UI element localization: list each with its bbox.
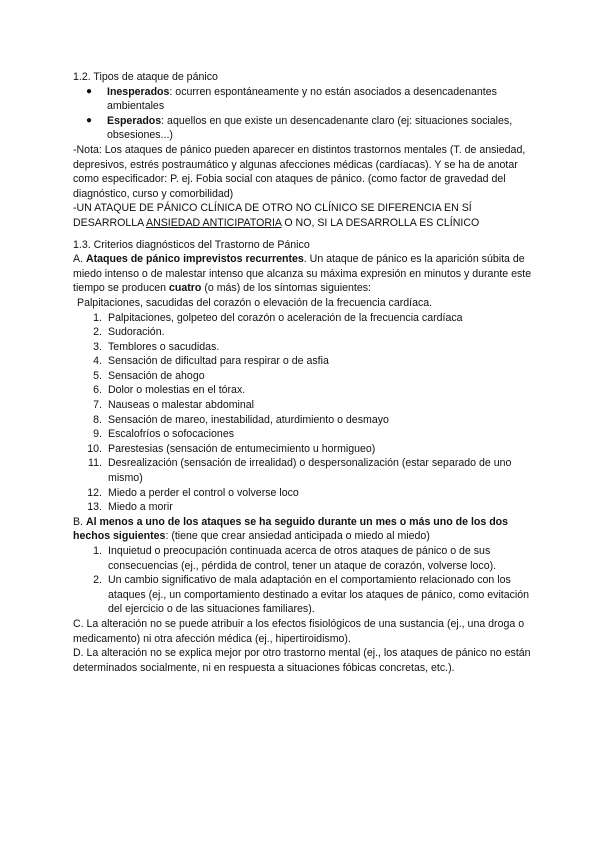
list-item: 2. Un cambio significativo de mala adaptación en el comportamiento relacionado con los ataques (ej., un comportamiento destinado a evitar los ataques de pánico, como evitación del ejercicio o de las situaciones familiares). [93,574,530,616]
caps-statement: -UN ATAQUE DE PÁNICO CLÍNICA DE OTRO NO CLÍNICO SE DIFERENCIA EN SÍ DESARROLLA ANSIEDAD ANTICIPATORIA O NO, SI LA DESARROLLA ES CLÍNICO [73,202,480,229]
list-item: 5. Sensación de ahogo [93,369,205,382]
criterion-a-line: Palpitaciones, sacudidas del corazón o elevación de la frecuencia cardíaca. [77,296,433,309]
list-item: 1. Inquietud o preocupación continuada acerca de otros ataques de pánico o de sus consecuencias (ej., pérdida de control, tener un ataque de corazón, volverse loco). [93,545,497,572]
list-item: ● Inesperados: ocurren espontáneamente y no están asociados a desencadenantes ambientales [86,85,497,113]
list-item: 9. Escalofríos o sofocaciones [93,428,235,441]
list-item: 13. Miedo a morir [87,501,173,514]
list-item: 3. Temblores o sacudidas. [93,340,220,353]
criterion-b: B. Al menos a uno de los ataques se ha seguido durante un mes o más uno de los dos hechos siguientes: (tiene que crear ansiedad anticipada o miedo al miedo) [73,515,509,543]
criterion-a: A. Ataques de pánico imprevistos recurrentes. Un ataque de pánico es la aparición súbita de miedo intenso o de malestar intenso que alcanza su máxima expresión en minutos y durante este tiempo se producen cuatro (o más) de los síntomas siguientes: [73,253,532,295]
bullet-icon: ● [86,85,93,97]
list-item: 4. Sensación de dificultad para respirar o de asfia [93,355,329,368]
symptoms-list [73,311,535,515]
bullet-icon: ● [86,114,93,126]
list-item: 11. Desrealización (sensación de irrealidad) o despersonalización (estar separado de uno mismo) [88,457,512,485]
document-page [73,70,535,675]
criterion-b-list [73,544,535,617]
section-1-2-heading: 1.2. Tipos de ataque de pánico [73,71,218,83]
criterion-d: D. La alteración no se explica mejor por otro trastorno mental (ej., los ataques de pánico no están determinados socialmente, ni en respuesta a situaciones fóbicas concretas, etc.). [73,647,531,674]
list-item: 1. Palpitaciones, golpeteo del corazón o aceleración de la frecuencia cardíaca [93,311,463,324]
list-item: 12. Miedo a perder el control o volverse loco [87,486,299,499]
list-item: ● Esperados: aquellos en que existe un desencadenante claro (ej: situaciones sociales, obsesiones...) [86,114,513,142]
panic-types-list [73,85,535,143]
section-1-3-heading: 1.3. Criterios diagnósticos del Trastorno de Pánico [73,238,310,251]
list-item: 7. Nauseas o malestar abdominal [93,399,255,412]
list-item: 2. Sudoración. [93,326,165,339]
criterion-c: C. La alteración no se puede atribuir a los efectos fisiológicos de una sustancia (ej., una droga o medicamento) ni otra afección médica (ej., hipertiroidismo). [73,617,525,645]
list-item: 8. Sensación de mareo, inestabilidad, aturdimiento o desmayo [93,413,389,426]
list-item: 6. Dolor o molestias en el tórax. [93,384,246,397]
list-item: 10. Parestesias (sensación de entumecimiento u hormigueo) [87,442,376,455]
note-paragraph: -Nota: Los ataques de pánico pueden aparecer en distintos trastornos mentales (T. de ansiedad, depresivos, estrés postraumático y algunas afecciones médicas (cardíacas). Y se ha de anotar como especificador: P. ej. Fobia social con ataques de pánico. (como factor de gravedad del diagnóstico, curso y comorbilidad) [73,143,526,200]
